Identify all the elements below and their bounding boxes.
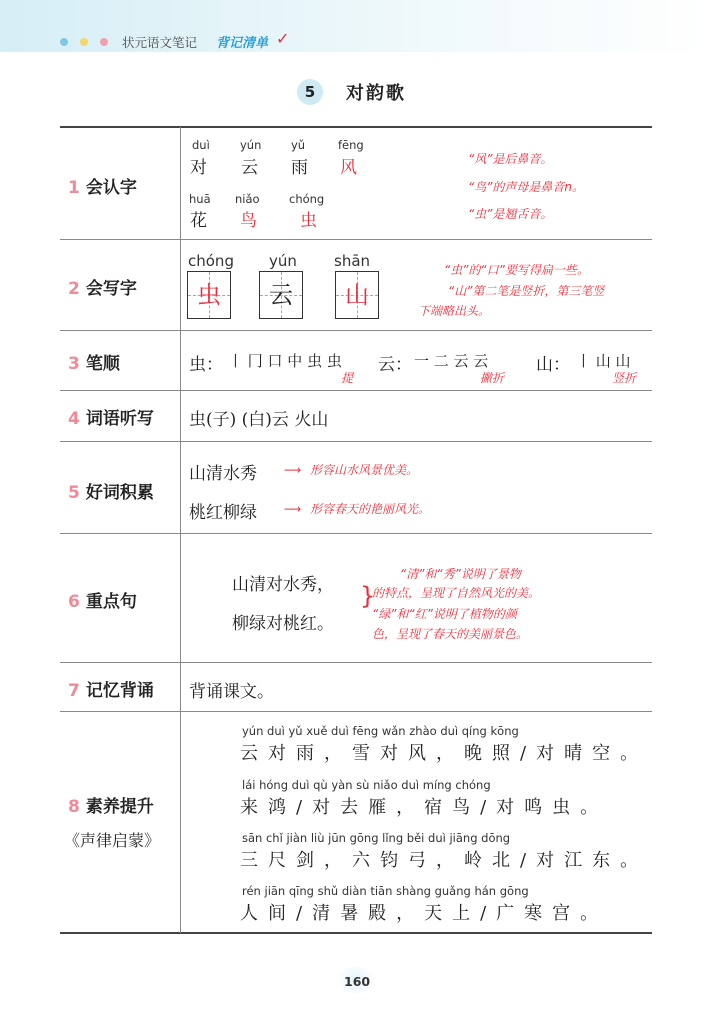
- pinyin: niǎo: [235, 192, 260, 206]
- row-divider: [60, 239, 652, 240]
- poem-pinyin: rén jiān qīng shǔ diàn tiān shàng guǎng hán gōng: [242, 884, 529, 898]
- row-divider: [60, 711, 652, 712]
- book-subtitle: 背记清单: [216, 36, 269, 51]
- key-sentence-line: 山清对水秀，: [232, 575, 334, 595]
- row-divider: [60, 662, 652, 663]
- character: 雨: [291, 158, 308, 178]
- annotation-note: “山”第二笔是竖折，第三笔竖: [448, 284, 605, 298]
- stroke-mark: 撇折: [480, 371, 505, 385]
- dictation-words: 虫(子) (白)云 火山: [189, 410, 329, 430]
- book-title: 状元语文笔记: [122, 35, 198, 50]
- page-number: 160: [344, 974, 371, 989]
- column-divider: [180, 127, 181, 933]
- lesson-title: 对韵歌: [346, 83, 406, 104]
- stroke-sequence: 一 二 云 云: [414, 352, 489, 370]
- row-label-literacy: 8 素养提升: [68, 797, 154, 817]
- key-sentence-line: 柳绿对桃红。: [232, 614, 334, 634]
- character: 对: [190, 158, 207, 178]
- row-divider: [60, 390, 652, 391]
- poem-pinyin: lái hóng duì qù yàn sù niǎo duì míng chóng: [242, 778, 491, 792]
- stroke-char: 云：: [378, 355, 412, 375]
- blue-dot-icon: [60, 38, 68, 46]
- annotation-note: “虫”的“口”要写得扁一些。: [444, 263, 589, 277]
- yellow-dot-icon: [80, 38, 88, 46]
- row-divider: [60, 330, 652, 331]
- table-top-border: [60, 126, 652, 128]
- pinyin: chóng: [289, 192, 325, 206]
- arrow-icon: ⟶: [284, 502, 302, 516]
- poem-line: 三尺剑，六钧弓，岭北/对江东。: [240, 850, 649, 871]
- pinyin: shān: [334, 252, 371, 270]
- row-label-recognize: 1 会认字: [68, 178, 137, 198]
- stroke-mark: 提: [341, 371, 354, 385]
- poem-line: 云对雨，雪对风，晚照/对晴空。: [240, 743, 649, 764]
- arrow-icon: ⟶: [284, 463, 302, 477]
- row-label-strokes: 3 笔顺: [68, 354, 120, 374]
- stroke-mark: 竖折: [612, 371, 637, 385]
- phrase-meaning: 形容春天的艳丽风光。: [310, 502, 431, 516]
- row-divider: [60, 441, 652, 442]
- row-label-recite: 7 记忆背诵: [68, 681, 154, 701]
- character: 风: [340, 158, 357, 178]
- stroke-char: 山：: [536, 355, 570, 375]
- annotation-note: “虫”是翘舌音。: [468, 207, 553, 221]
- pink-dot-icon: [100, 38, 108, 46]
- character: 云: [241, 158, 258, 178]
- pinyin: duì: [192, 138, 210, 152]
- pinyin: huā: [189, 192, 211, 206]
- poem-pinyin: yún duì yǔ xuě duì fēng wǎn zhào duì qíng kōng: [242, 724, 519, 738]
- poem-pinyin: sān chǐ jiàn liù jūn gōng lǐng běi duì jiāng dōng: [242, 831, 511, 845]
- recite-text: 背诵课文。: [189, 682, 274, 702]
- phrase-meaning: 形容山水风景优美。: [310, 463, 419, 477]
- row-label-words: 5 好词积累: [68, 483, 154, 503]
- poem-line: 人间/清暑殿，天上/广寒宫。: [240, 903, 609, 924]
- pinyin: yún: [240, 138, 262, 152]
- writing-grid: 云: [259, 271, 303, 319]
- row-label-dictation: 4 词语听写: [68, 409, 154, 429]
- annotation-note: “鸟”的声母是鼻音n。: [468, 180, 585, 194]
- table-bottom-border: [60, 932, 652, 934]
- stroke-sequence: 丨 冂 口 中 虫 虫: [228, 352, 342, 370]
- character: 鸟: [240, 211, 257, 231]
- poem-line: 来鸿/对去雁，宿鸟/对鸣虫。: [240, 797, 609, 818]
- phrase: 山清水秀: [189, 464, 257, 484]
- writing-grid: 虫: [187, 271, 231, 319]
- row-divider: [60, 533, 652, 534]
- page-header: [0, 0, 712, 52]
- annotation-note: 下端略出头。: [418, 304, 491, 318]
- lesson-number-badge: 5: [297, 79, 323, 105]
- row-sublabel-book: 《声律启蒙》: [64, 831, 161, 850]
- annotation-note: “风”是后鼻音。: [468, 152, 553, 166]
- brace-icon: }: [360, 582, 376, 610]
- character: 花: [190, 211, 207, 231]
- annotation-note: “绿”和“红”说明了植物的颜: [372, 607, 517, 621]
- stroke-char: 虫：: [189, 355, 223, 375]
- row-label-key-sentence: 6 重点句: [68, 592, 137, 612]
- row-label-write: 2 会写字: [68, 279, 137, 299]
- phrase: 桃红柳绿: [189, 503, 257, 523]
- pinyin: fēng: [338, 138, 364, 152]
- pinyin: yún: [269, 252, 297, 270]
- writing-grid: 山: [335, 271, 379, 319]
- annotation-note: 的特点，呈现了自然风光的美。: [372, 586, 541, 600]
- pinyin: yǔ: [291, 138, 306, 152]
- check-icon: ✓: [276, 29, 290, 48]
- annotation-note: “清”和“秀”说明了景物: [400, 567, 521, 581]
- stroke-sequence: 丨 山 山: [576, 352, 631, 370]
- pinyin: chóng: [188, 252, 234, 270]
- character: 虫: [300, 211, 317, 231]
- annotation-note: 色，呈现了春天的美丽景色。: [372, 627, 529, 641]
